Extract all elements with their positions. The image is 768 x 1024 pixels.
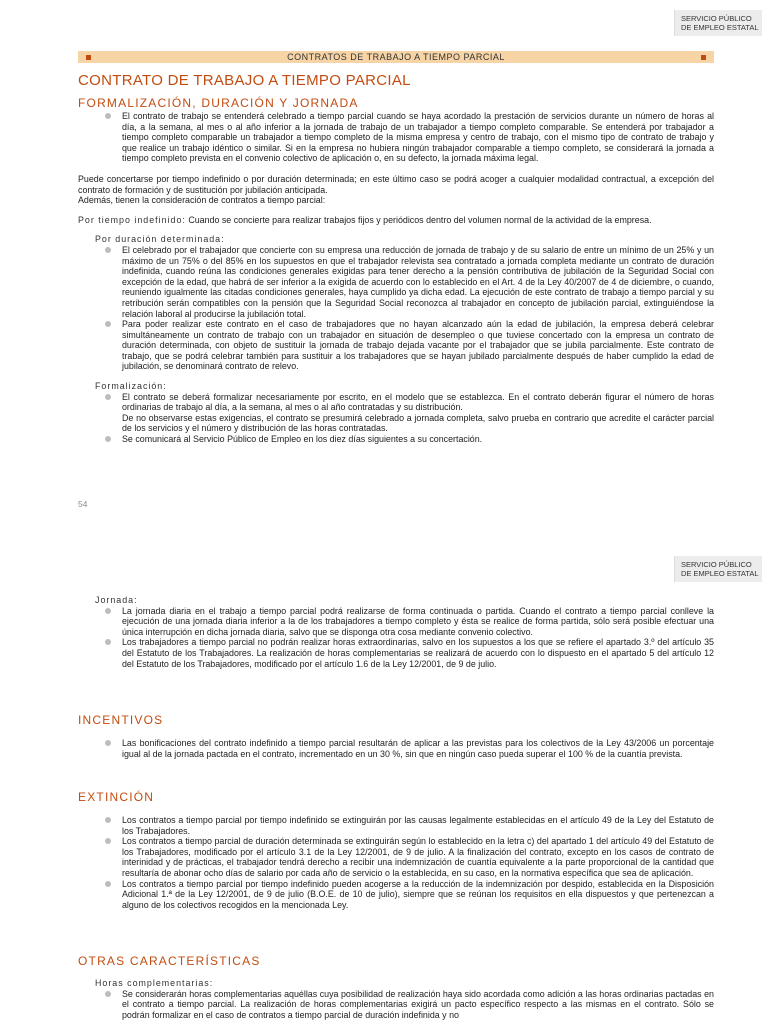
list-item: Para poder realizar este contrato en el caso de trabajadores que no hayan alcanzado aún la edad de jubilación, la empresa deberá celebrar simultáneamente un contrato de trabajo con un trabajador en situación de desempleo o que tuviese concertado con la empresa un contrato de duración determinada, con objeto de sustituir la jornada de trabajo dejada vacante por el trabajador que se jubila parcialmente. Este contrato de trabajo, que se podrá celebrar también para sustituir a los trabajadores que se hayan jubilado parcialmente después de haber cumplido la edad de jubilación, se denominará contrato de relevo. (122, 319, 714, 372)
list-item: El celebrado por el trabajador que concierte con su empresa una reducción de jornada de trabajo y de su salario de entre un mínimo de un 25% y un máximo de un 75% o del 85% en los supuestos en que el trabajador relevista sea contratado a jornada completa mediante un contrato de duración indefinida, cuando reúna las condiciones generales exigidas para tener derecho a la pensión contributiva de jubilación de la Seguridad Social con excepción de la edad, que habrá de ser inferior a la exigida de acuerdo con lo establecido en el Art. 4 de la Ley 40/2007 de 4 de diciembre, o cuando, reuniendo igualmente las citadas condiciones generales, haya cumplido ya dicha edad. La ejecución de este contrato de trabajo a tiempo parcial y su retribución serán compatibles con la pensión que la Seguridad Social reconozca al trabajador en concepto de jubilación parcial, extinguiéndose la relación laboral al producirse la jubilación total. (122, 244, 714, 319)
page-title: CONTRATO DE TRABAJO A TIEMPO PARCIAL (78, 72, 411, 89)
logo-line-1: SERVICIO PÚBLICO (681, 14, 752, 23)
subheading-horas-complementarias: Horas complementarias: (95, 978, 214, 988)
band-square-left (86, 55, 91, 60)
sepe-logo (674, 556, 762, 582)
intro-list (78, 111, 714, 164)
subheading-indefinido: Por tiempo indefinido: (78, 214, 186, 225)
list-item-text: De no observarse estas exigencias, el contrato se presumirá celebrado a jornada completa, salvo prueba en contrario que acredite el carácter parcial de los servicios y el número y distribución de las horas contratadas. (122, 412, 714, 434)
logo-line-1: SERVICIO PÚBLICO (681, 560, 752, 569)
list-item: Los contratos a tiempo parcial de duración determinada se extinguirán según lo establecido en la letra c) del apartado 1 del artículo 49 del Estatuto de los Trabajadores, modificado por el artículo 3.1 de la Ley 12/2001, de 9 de julio. A la finalización del contrato, excepto en los casos de contrato de interinidad y de prácticas, el trabajador tendrá derecho a recibir una indemnización de cuantía equivalente a la parte proporcional de la cantidad que resultaría de abonar ocho días de salario por cada año de servicio o la establecida, en su caso, en la normativa específica que sea de aplicación. (122, 836, 714, 878)
logo-line-2: DE EMPLEO ESTATAL (681, 23, 759, 32)
paragraph: Además, tienen la consideración de contratos a tiempo parcial: (78, 195, 326, 206)
subheading-duracion-determinada: Por duración determinada: (95, 234, 225, 245)
logo-line-2: DE EMPLEO ESTATAL (681, 569, 759, 578)
horas-list (78, 989, 714, 1021)
list-item: El contrato de trabajo se entenderá celebrado a tiempo parcial cuando se haya acordado la prestación de servicios durante un número de horas al día, a la semana, al mes o al año inferior a la jornada de trabajo de un trabajador a tiempo completo comparable. Se entenderá por trabajador a tiempo completo comparable un trabajador a tiempo completo de la misma empresa y centro de trabajo, con el mismo tipo de contrato de trabajo y que realice un trabajo idéntico o similar. Si en la empresa no hubiera ningún trabajador comparable a tiempo completo, se considerará la jornada a tiempo completo prevista en el convenio colectivo de aplicación o, en su defecto, la jornada máxima legal. (122, 111, 714, 164)
extincion-body (78, 815, 714, 910)
page-gap (0, 520, 768, 540)
list-item: Se considerarán horas complementarias aquéllas cuya posibilidad de realización haya sido acordada como adición a las horas ordinarias pactadas en el contrato a tiempo parcial. La realización de horas complementarias exigirá un pacto específico respecto a las mismas en el contrato. Sólo se podrán formalizar en el caso de contratos a tiempo parcial de duración indefinida y no (122, 988, 714, 1020)
list-item: Los trabajadores a tiempo parcial no podrán realizar horas extraordinarias, salvo en los supuestos a los que se refiere el apartado 3.º del artículo 35 del Estatuto de los Trabajadores. La realización de horas complementarias se realizará de acuerdo con lo dispuesto en el apartado 5 del artículo 12 del Estatuto de los Trabajadores, modificado por el artículo 1.6 de la Ley 12/2001, de 9 de julio. (122, 637, 714, 669)
subheading-formalizacion: Formalización: (95, 381, 167, 392)
list-item (122, 392, 714, 434)
incentivos-body (78, 738, 714, 759)
incentivos-list (78, 738, 714, 759)
section-heading-extincion: EXTINCIÓN (78, 790, 155, 804)
formalizacion-list (78, 392, 714, 445)
paragraph: Puede concertarse por tiempo indefinido o por duración determinada; en este último caso se podrá acoger a cualquier modalidad contractual, a excepción del contrato de formación y de sustitución por jubilación anticipada. (78, 173, 714, 195)
list-item: Los contratos a tiempo parcial por tiempo indefinido se extinguirán por las causas legalmente establecidas en el artículo 49 de la Ley del Estatuto de los Trabajadores. (122, 815, 714, 836)
band-title: CONTRATOS DE TRABAJO A TIEMPO PARCIAL (287, 52, 505, 62)
duracion-list (78, 245, 714, 372)
document-page-2 (0, 540, 768, 1024)
section-heading-otras-caracteristicas: OTRAS CARACTERÍSTICAS (78, 954, 261, 968)
indefinido-paragraph (78, 215, 714, 226)
page-number: 54 (78, 499, 88, 509)
band-square-right (701, 55, 706, 60)
sepe-logo (674, 10, 762, 36)
list-item: La jornada diaria en el trabajo a tiempo parcial podrá realizarse de forma continuada o partida. Cuando el contrato a tiempo parcial conlleve la ejecución de una jornada diaria inferior a la de los trabajadores a tiempo completo y ésta se realice de forma partida, sólo será posible efectuar una única interrupción en dicha jornada diaria, salvo que se disponga otra cosa mediante convenio colectivo. (122, 605, 714, 637)
list-item: Las bonificaciones del contrato indefinido a tiempo parcial resultarán de aplicar a las previstas para los colectivos de la Ley 43/2006 un porcentaje igual al de la jornada pactada en el contrato, incrementado en un 30 %, sin que en ningún caso pueda superar el 100 % de la cuantía prevista. (122, 738, 714, 759)
list-item: Se comunicará al Servicio Público de Empleo en los diez días siguientes a su concertación. (122, 434, 714, 445)
subheading-jornada: Jornada: (95, 595, 138, 605)
jornada-list (78, 606, 714, 670)
page-2-body (78, 595, 714, 669)
extincion-list (78, 815, 714, 910)
list-item: Los contratos a tiempo parcial por tiempo indefinido pueden acogerse a la reducción de la indemnización por despido, establecida en la Disposición Adicional 1.ª de la Ley 12/2001, de 9 de julio (B.O.E. de 10 de julio), siempre que se reúnan los requisitos en ella dispuestos y que pertenezcan a alguno de los colectivos recogidos en la mencionada Ley. (122, 878, 714, 910)
header-band (78, 51, 714, 63)
section-heading-formalizacion: FORMALIZACIÓN, DURACIÓN Y JORNADA (78, 96, 359, 110)
section-heading-incentivos: INCENTIVOS (78, 713, 164, 727)
indefinido-text: Cuando se concierte para realizar trabajos fijos y periódicos dentro del volumen normal de la actividad de la empresa. (188, 214, 652, 225)
otras-body (78, 978, 714, 1020)
page-1-body (78, 111, 714, 445)
list-item-text: El contrato se deberá formalizar necesariamente por escrito, en el modelo que se establezca. En el contrato deberán figurar el número de horas ordinarias de trabajo al día, a la semana, al mes o al año contratadas y su distribución. (122, 391, 714, 413)
